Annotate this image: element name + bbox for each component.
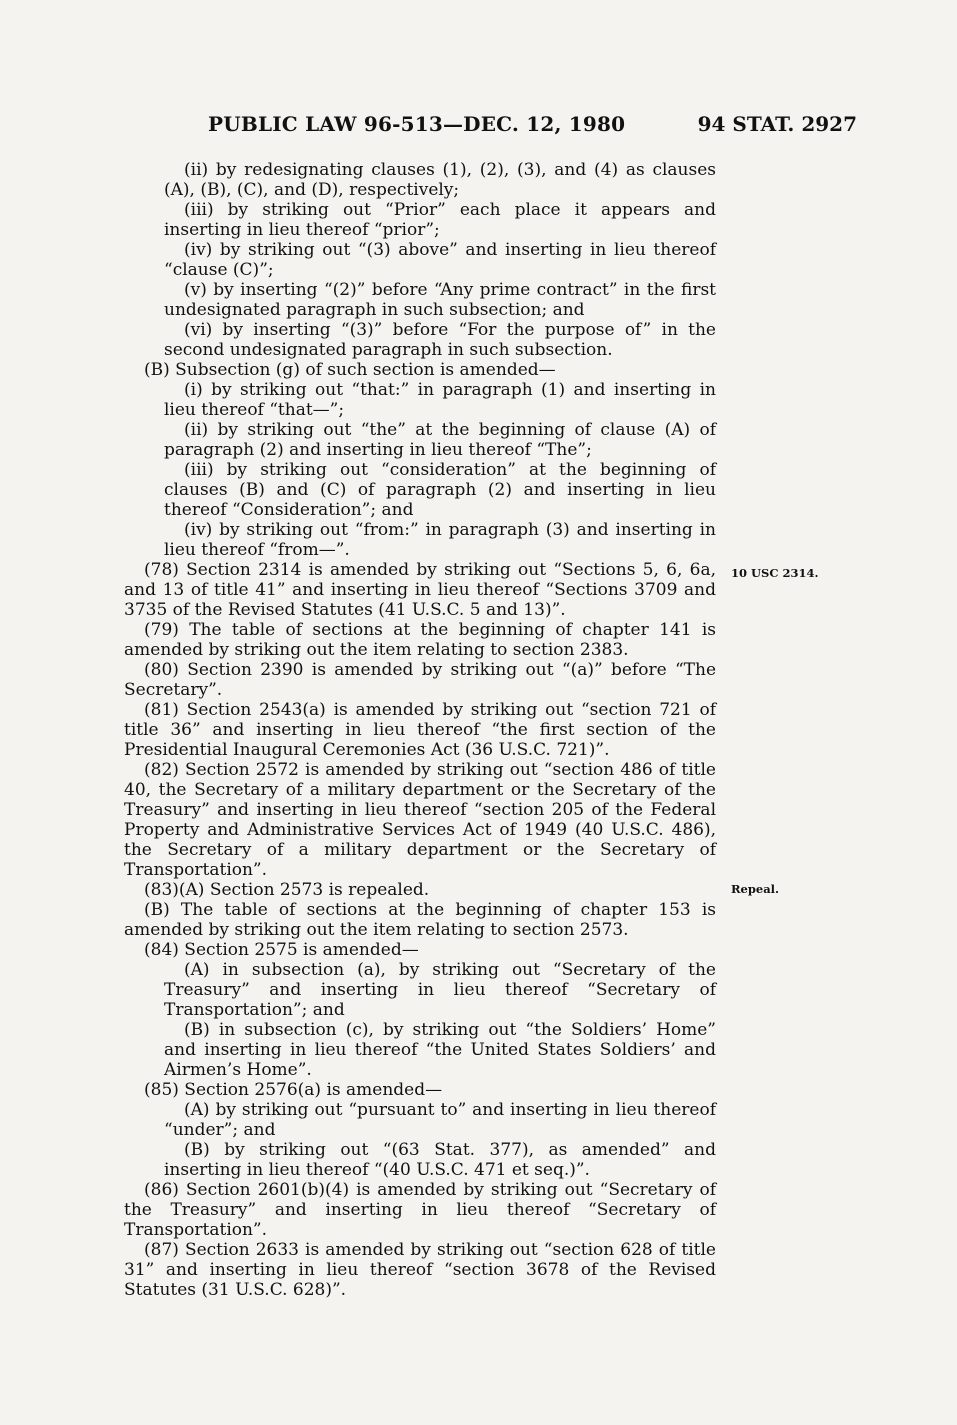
body-text xyxy=(124,160,716,1300)
paragraph: (iii) by striking out “Prior” each place it appears and inserting in lieu thereof “prior”; xyxy=(164,200,716,240)
paragraph: (78) Section 2314 is amended by striking out “Sections 5, 6, 6a, and 13 of title 41” and inserting in lieu thereof “Sections 3709 and 3735 of the Revised Statutes (41 U.S.C. 5 and 13)”. xyxy=(124,560,716,620)
paragraph: (80) Section 2390 is amended by striking out “(a)” before “The Secretary”. xyxy=(124,660,716,700)
paragraph: (ii) by striking out “the” at the beginning of clause (A) of paragraph (2) and inserting in lieu thereof “The”; xyxy=(164,420,716,460)
paragraph: (85) Section 2576(a) is amended— xyxy=(144,1080,443,1100)
paragraph: (iii) by striking out “consideration” at the beginning of clauses (B) and (C) of paragraph (2) and inserting in lieu thereof “Consideration”; and xyxy=(164,460,716,520)
paragraph: (86) Section 2601(b)(4) is amended by striking out “Secretary of the Treasury” and inserting in lieu thereof “Secretary of Transportation”. xyxy=(124,1180,716,1240)
paragraph: (A) by striking out “pursuant to” and inserting in lieu thereof “under”; and xyxy=(164,1100,716,1140)
law-title: PUBLIC LAW 96-513—DEC. 12, 1980 xyxy=(208,112,626,136)
paragraph: (79) The table of sections at the beginning of chapter 141 is amended by striking out the item relating to section 2383. xyxy=(124,620,716,660)
paragraph: (i) by striking out “that:” in paragraph (1) and inserting in lieu thereof “that—”; xyxy=(164,380,716,420)
paragraph: (B) in subsection (c), by striking out “the Soldiers’ Home” and inserting in lieu thereof “the United States Soldiers’ and Airmen’s Home”. xyxy=(164,1020,716,1080)
paragraph: (B) The table of sections at the beginning of chapter 153 is amended by striking out the item relating to section 2573. xyxy=(124,900,716,940)
paragraph: (82) Section 2572 is amended by striking out “section 486 of title 40, the Secretary of a military department or the Secretary of the Treasury” and inserting in lieu thereof “section 205 of the Federal Property and Administrative Services Act of 1949 (40 U.S.C. 486), the Secretary of a military department or the Secretary of Transportation”. xyxy=(124,760,716,880)
paragraph: (87) Section 2633 is amended by striking out “section 628 of title 31” and inserting in lieu thereof “section 3678 of the Revised Statutes (31 U.S.C. 628)”. xyxy=(124,1240,716,1300)
margin-note-repeal: Repeal. xyxy=(731,882,780,896)
paragraph: (ii) by redesignating clauses (1), (2), (3), and (4) as clauses (A), (B), (C), and (D), respectively; xyxy=(164,160,716,200)
paragraph: (B) by striking out “(63 Stat. 377), as amended” and inserting in lieu thereof “(40 U.S.C. 471 et seq.)”. xyxy=(164,1140,716,1180)
paragraph: (v) by inserting “(2)” before “Any prime contract” in the first undesignated paragraph in such subsection; and xyxy=(164,280,716,320)
paragraph: (83)(A) Section 2573 is repealed. xyxy=(144,880,430,900)
paragraph: (A) in subsection (a), by striking out “Secretary of the Treasury” and inserting in lieu thereof “Secretary of Transportation”; and xyxy=(164,960,716,1020)
stat-citation: 94 STAT. 2927 xyxy=(697,112,857,136)
paragraph: (84) Section 2575 is amended— xyxy=(144,940,419,960)
paragraph: (81) Section 2543(a) is amended by striking out “section 721 of title 36” and inserting in lieu thereof “the first section of the Presidential Inaugural Ceremonies Act (36 U.S.C. 721)”. xyxy=(124,700,716,760)
paragraph: (B) Subsection (g) of such section is amended— xyxy=(144,360,556,380)
paragraph: (iv) by striking out “(3) above” and inserting in lieu thereof “clause (C)”; xyxy=(164,240,716,280)
paragraph: (vi) by inserting “(3)” before “For the purpose of” in the second undesignated paragraph in such subsection. xyxy=(164,320,716,360)
margin-note-usc-2314: 10 USC 2314. xyxy=(731,566,819,580)
page-header xyxy=(0,112,957,142)
paragraph: (iv) by striking out “from:” in paragraph (3) and inserting in lieu thereof “from—”. xyxy=(164,520,716,560)
